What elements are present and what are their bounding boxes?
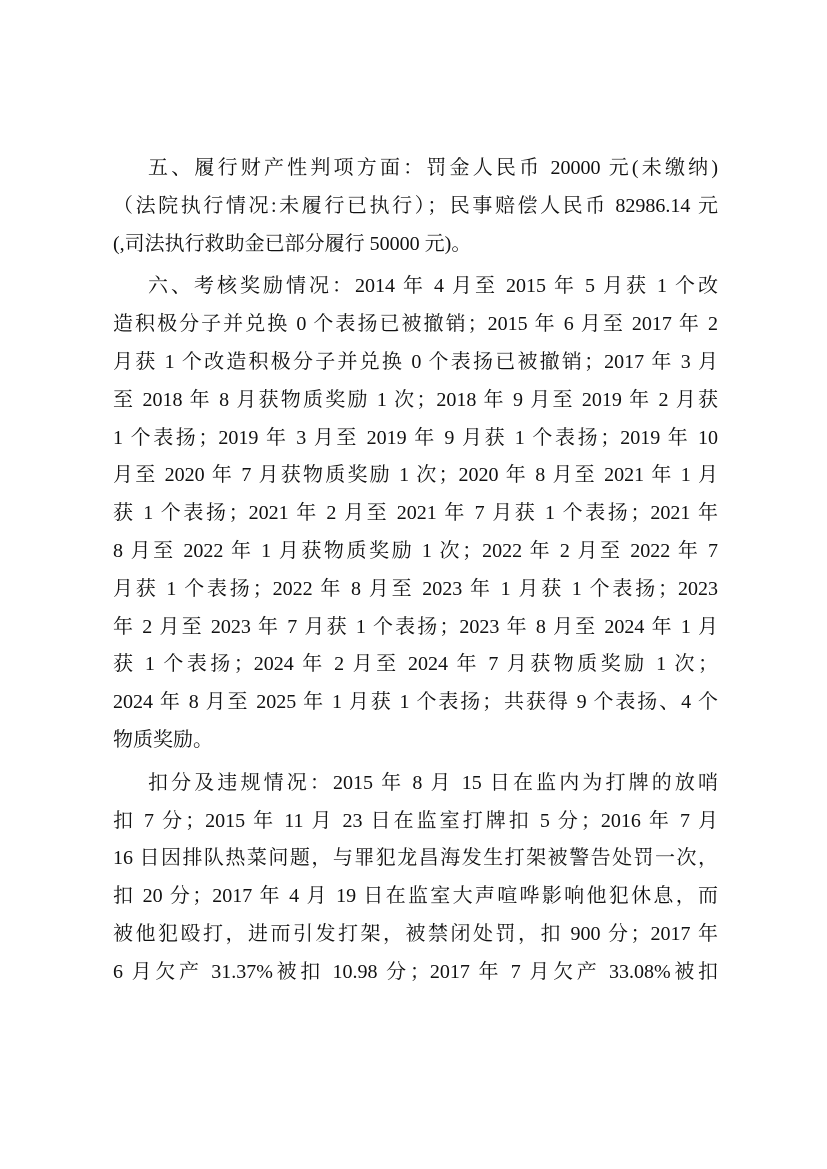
text-line: 获 1 个表扬；2021 年 2 月至 2021 年 7 月获 1 个表扬；2021 年 (113, 502, 718, 525)
text-line: 6 月欠产 31.37%被扣 10.98 分；2017 年 7 月欠产 33.08%被扣 (113, 960, 718, 983)
text-line: 获 1 个表扬；2024 年 2 月至 2024 年 7 月获物质奖励 1 次； (113, 653, 718, 676)
text-line: 月至 2020 年 7 月获物质奖励 1 次；2020 年 8 月至 2021 年 1 月 (113, 464, 718, 487)
text-line: 造积极分子并兑换 0 个表扬已被撤销；2015 年 6 月至 2017 年 2 (113, 313, 718, 336)
document-body (113, 150, 718, 997)
text-line: 物质奖励。 (113, 728, 213, 751)
text-line: （法院执行情况:未履行已执行）；民事赔偿人民币 82986.14 元 (113, 194, 718, 217)
paragraph-property-judgment (113, 150, 718, 263)
text-line: 扣分及违规情况：2015 年 8 月 15 日在监内为打牌的放哨 (148, 771, 718, 794)
text-line: 月获 1 个改造积极分子并兑换 0 个表扬已被撤销；2017 年 3 月 (113, 350, 718, 373)
text-line: 1 个表扬；2019 年 3 月至 2019 年 9 月获 1 个表扬；2019 年 10 (113, 426, 718, 449)
text-line: 2024 年 8 月至 2025 年 1 月获 1 个表扬；共获得 9 个表扬、4 个 (113, 691, 718, 714)
text-line: 8 月至 2022 年 1 月获物质奖励 1 次；2022 年 2 月至 2022 年 7 (113, 539, 718, 562)
text-line: 被他犯殴打，进而引发打架，被禁闭处罚，扣 900 分；2017 年 (113, 922, 718, 945)
text-line: 六、考核奖励情况：2014 年 4 月至 2015 年 5 月获 1 个改 (148, 275, 718, 298)
paragraph-deductions-violations (113, 765, 718, 992)
paragraph-assessment-rewards (113, 268, 718, 759)
text-line: 扣 20 分；2017 年 4 月 19 日在监室大声喧哗影响他犯休息，而 (113, 885, 718, 908)
text-line: 月获 1 个表扬；2022 年 8 月至 2023 年 1 月获 1 个表扬；2023 (113, 577, 718, 600)
text-line: 五、履行财产性判项方面：罚金人民币 20000 元(未缴纳) (148, 157, 718, 179)
text-line: 16 日因排队热菜问题，与罪犯龙昌海发生打架被警告处罚一次， (113, 847, 718, 870)
text-line: 扣 7 分；2015 年 11 月 23 日在监室打牌扣 5 分；2016 年 7 月 (113, 809, 718, 832)
text-line: 年 2 月至 2023 年 7 月获 1 个表扬；2023 年 8 月至 2024 年 1 月 (113, 615, 718, 638)
text-line: 至 2018 年 8 月获物质奖励 1 次；2018 年 9 月至 2019 年 2 月获 (113, 388, 718, 411)
text-line: (,司法执行救助金已部分履行 50000 元)。 (113, 232, 472, 255)
